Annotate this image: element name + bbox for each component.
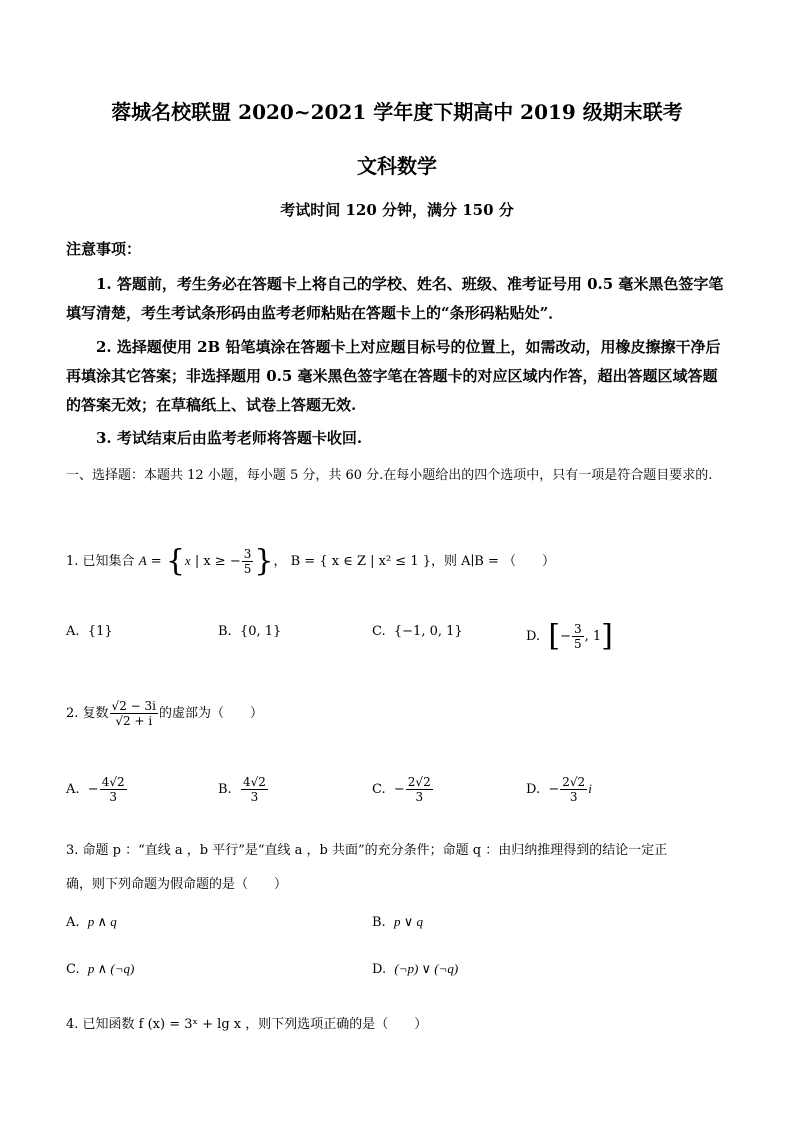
q2-fraction: $\frac{√2 - 3i}{√2 + i}$ <box>111 699 156 728</box>
q1-suffix: ，则 A∣B = （ ） <box>431 554 556 569</box>
q1-option-b[interactable]: B. {0, 1} <box>218 624 282 639</box>
q1-set-a: A <box>138 553 147 568</box>
question-3-line-1: 3. 命题 p ：“直线 a ，b 平行”是“直线 a ，b 共面”的充分条件；命题 q ：由归纳推理得到的结论一定正 <box>66 843 668 858</box>
q2-option-a[interactable]: A. − $\frac{4√2}{3}$ <box>66 775 125 804</box>
q1-fraction: $\frac{3}{5}$ <box>243 547 252 576</box>
subject-title: 文科数学 <box>357 154 437 178</box>
q1-option-c[interactable]: C. {−1, 0, 1} <box>372 624 463 639</box>
question-3-line-2: 确，则下列命题为假命题的是（ ） <box>66 877 288 892</box>
q1-option-d[interactable]: D. [− $\frac{3}{5}$ , 1] <box>526 618 613 654</box>
exam-time-info: 考试时间 120 分钟，满分 150 分 <box>280 201 514 219</box>
question-4: 4. 已知函数 f (x) = 3ˣ + lg x ，则下列选项正确的是（ ） <box>66 1017 428 1032</box>
notice-item-2: 2. 选择题使用 2B 铅笔填涂在答题卡上对应题目标号的位置上，如需改动，用橡皮擦擦干净后再填涂其它答案；非选择题用 0.5 毫米黑色签字笔在答题卡的对应区域内作答，超出答题区域答题的答案无效；在草稿纸上、试卷上答题无效. <box>66 338 721 414</box>
q3-option-d[interactable]: D. (¬p) ∨ (¬q) <box>372 961 459 977</box>
q3-option-b[interactable]: B. p ∨ q <box>372 914 423 930</box>
q2-option-c[interactable]: C. − $\frac{2√2}{3}$ <box>372 775 431 804</box>
q1-option-a[interactable]: A. {1} <box>66 624 113 639</box>
notice-item-1: 1. 答题前，考生务必在答题卡上将自己的学校、姓名、班级、准考证号用 0.5 毫米黑色签字笔填写清楚，考生考试条形码由监考老师粘贴在答题卡上的“条形码粘贴处”． <box>66 275 724 322</box>
q1-set-a-cond: x ≥ − <box>203 554 241 569</box>
question-1: 1. 已知集合 A = {x | x ≥ − $\frac{3}{5}$ }， B = { x ∈ Z | x² ≤ 1 }，则 A∣B = （ ） <box>66 543 556 579</box>
section-intro: 一、选择题：本题共 12 小题，每小题 5 分，共 60 分.在每小题给出的四个选项中，只有一项是符合题目要求的. <box>66 468 713 483</box>
exam-title: 蓉城名校联盟 2020~2021 学年度下期高中 2019 级期末联考 <box>111 100 683 124</box>
q3-option-c[interactable]: C. p ∧ (¬q) <box>66 961 135 977</box>
q3-option-a[interactable]: A. p ∧ q <box>66 914 117 930</box>
q2-option-d[interactable]: D. − $\frac{2√2}{3}$ i <box>526 775 592 804</box>
q1-prefix: 1. 已知集合 <box>66 554 135 569</box>
q1-set-b: B = { x ∈ Z | x² ≤ 1 } <box>290 554 431 569</box>
notice-heading: 注意事项： <box>66 240 142 258</box>
question-2: 2. 复数 $\frac{√2 - 3i}{√2 + i}$ 的虚部为（ ） <box>66 699 263 728</box>
notice-item-3: 3. 考试结束后由监考老师将答题卡收回. <box>96 429 363 447</box>
q2-option-b[interactable]: B. $\frac{4√2}{3}$ <box>218 775 266 804</box>
